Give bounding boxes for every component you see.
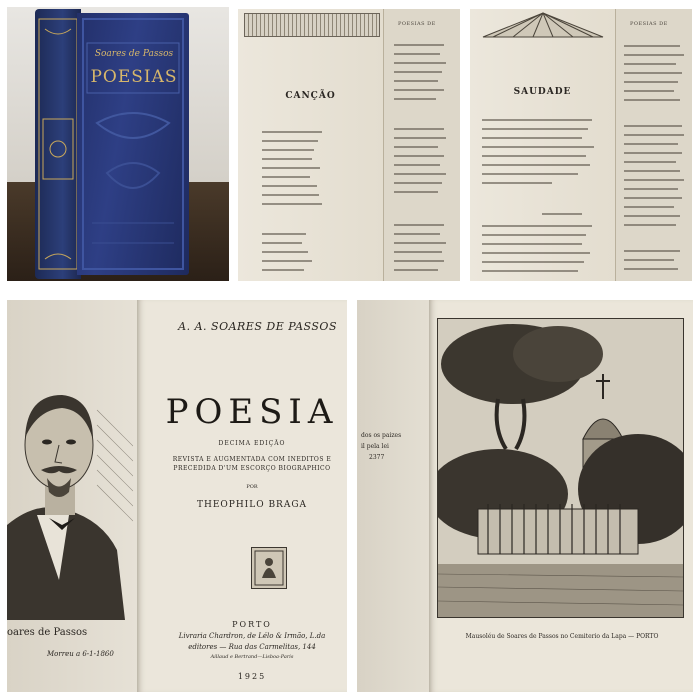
poem-text-lines: [482, 119, 607, 279]
left-page: [238, 9, 383, 281]
running-head: POESIAS DE: [630, 21, 668, 27]
left-page: [470, 9, 615, 281]
mausoleum-engraving: [437, 318, 684, 618]
publisher-line-1: Livraria Chardron, de Lélo & Irmão, L.da: [178, 632, 326, 640]
header-ornament: [478, 11, 608, 39]
frontispiece-page: [7, 300, 137, 692]
revision-line-1: REVISTA E AUGMENTADA COM INEDITOS E: [172, 456, 332, 463]
edition-label: DECIMA EDIÇÃO: [218, 440, 286, 447]
title-page-author: A. A. SOARES DE PASSOS: [178, 320, 337, 333]
book-spine: [35, 9, 81, 279]
revision-note: [157, 455, 347, 473]
publication-city: PORTO: [232, 620, 272, 629]
portrait-caption-name: oares de Passos: [7, 627, 88, 638]
poem-text-lines-right: [624, 45, 692, 275]
title-page-title: POESIA: [165, 392, 339, 432]
left-page: [357, 300, 429, 692]
editor-name: THEOPHILO BRAGA: [196, 500, 308, 510]
poem-text-lines: [260, 131, 360, 276]
book-cover-photo: [7, 7, 229, 281]
poem-title: CANÇÃO: [285, 91, 336, 101]
revision-line-2: PRECEDIDA D'UM ESCORÇO BIOGRAPHICO: [173, 465, 331, 472]
mausoleum-page-photo: [357, 300, 693, 692]
right-page: [383, 9, 460, 281]
portrait-engraving: [7, 350, 133, 620]
publisher-line-2: editores — Rua das Carmelitas, 144: [188, 643, 316, 651]
header-ornament: [244, 13, 380, 37]
by-label: POR: [246, 484, 258, 490]
poem-title: SAUDADE: [513, 87, 572, 97]
left-text-1: dos os paizes: [361, 432, 402, 439]
page-saudade-photo: [470, 9, 692, 281]
publisher-line-3: Aillaud e Bertrand—Lisboa-Paris: [210, 654, 294, 660]
engraving-caption: Mausoléu de Soares de Passos no Cemiterio da Lapa — PORTO: [465, 633, 659, 640]
running-head: POESIAS DE: [398, 21, 436, 27]
right-page: [615, 9, 692, 281]
cover-author: Soares de Passos: [94, 49, 174, 59]
portrait-caption-date: Morreu a 6-1-1860: [47, 650, 114, 658]
poem-text-lines-right: [394, 44, 460, 279]
publisher-emblem-icon: [251, 547, 287, 589]
title-page-photo: [7, 300, 347, 692]
left-text-2: il pela lei: [361, 443, 389, 450]
publication-year: 1925: [237, 672, 267, 681]
left-text-3: 2377: [369, 454, 385, 461]
cover-title: POESIAS: [90, 67, 178, 87]
page-cancao-photo: [238, 9, 460, 281]
